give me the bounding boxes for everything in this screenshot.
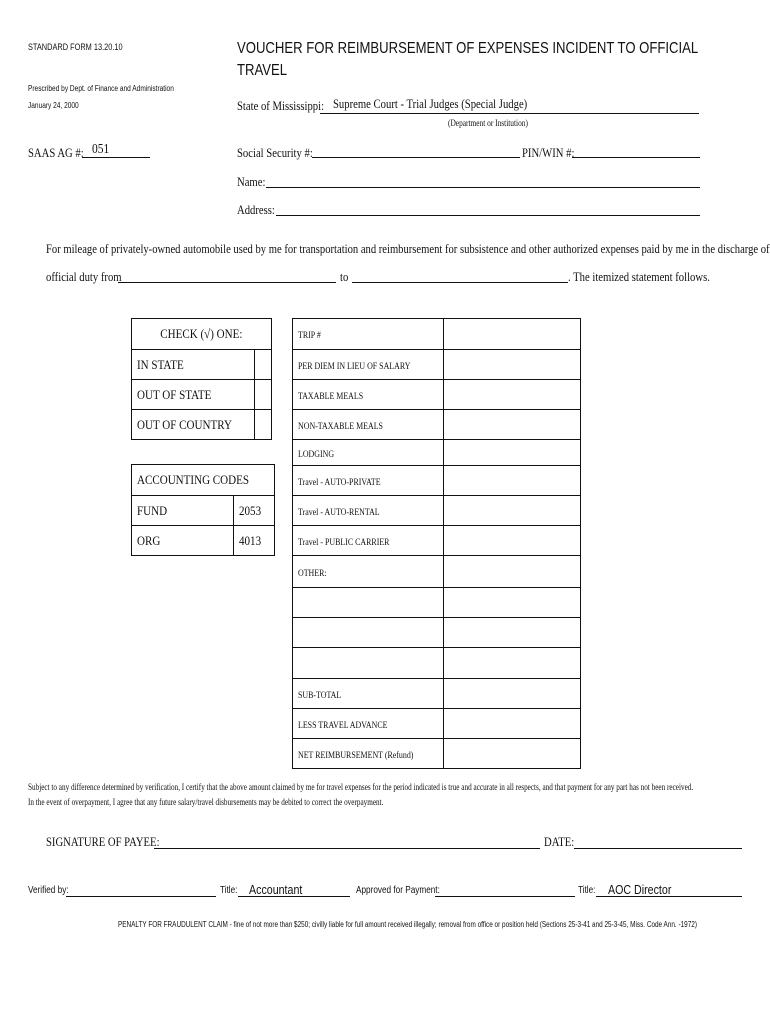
expense-row [293, 556, 581, 588]
approved-label: Approved for Payment: [356, 885, 440, 896]
expense-row-label-cell [293, 350, 444, 380]
expense-row-label: NET REIMBURSEMENT (Refund) [298, 749, 414, 760]
state-label: State of Mississippi: [237, 98, 325, 113]
saas-value[interactable]: 051 [92, 142, 110, 157]
expense-row-label-cell [293, 588, 444, 618]
expense-row [293, 618, 581, 648]
verified-by-label: Verified by: [28, 885, 69, 896]
duty-to-label: to [340, 269, 349, 284]
expense-row-label-cell [293, 526, 444, 556]
duty-from-label: official duty from [46, 269, 122, 284]
in-state-checkbox[interactable] [254, 350, 271, 380]
expense-amount-cell[interactable] [444, 466, 581, 496]
expense-row [293, 380, 581, 410]
expense-row-label: PER DIEM IN LIEU OF SALARY [298, 360, 411, 371]
expense-row [293, 709, 581, 739]
org-value[interactable]: 4013 [238, 532, 261, 548]
expense-amount-cell[interactable] [444, 618, 581, 648]
expense-row-label: NON-TAXABLE MEALS [298, 420, 383, 431]
fund-label: FUND [137, 502, 168, 518]
check-option-label: OUT OF STATE [137, 386, 212, 402]
expense-amount-cell[interactable] [444, 648, 581, 679]
expense-amount-cell[interactable] [444, 410, 581, 440]
approved-title-value[interactable]: AOC Director [608, 882, 672, 897]
verified-title-label: Title: [220, 885, 238, 896]
out-of-country-checkbox[interactable] [254, 410, 271, 440]
expense-row-label: Travel - AUTO-PRIVATE [298, 476, 381, 487]
expense-amount-cell[interactable] [444, 350, 581, 380]
check-option-in-state [132, 350, 272, 380]
expense-row-label-cell [293, 556, 444, 588]
expense-row-label-cell [293, 319, 444, 350]
accounting-row [132, 526, 275, 556]
check-one-header: CHECK (√) ONE: [160, 326, 243, 341]
expense-row-label: Travel - PUBLIC CARRIER [298, 536, 390, 547]
approved-title-label: Title: [578, 885, 596, 896]
expense-row-label: TRIP # [298, 330, 321, 340]
ssn-field[interactable] [312, 157, 520, 158]
form-title-line1: VOUCHER FOR REIMBURSEMENT OF EXPENSES INCIDENT TO OFFICIAL [237, 40, 699, 57]
fund-value[interactable]: 2053 [238, 502, 261, 518]
expense-amount-cell[interactable] [444, 739, 581, 769]
expense-row [293, 496, 581, 526]
saas-label: SAAS AG #: [28, 145, 84, 160]
expense-row-label-cell [293, 380, 444, 410]
expense-row-label: TAXABLE MEALS [298, 390, 364, 401]
expense-amount-cell[interactable] [444, 319, 581, 350]
org-label: ORG [137, 532, 161, 548]
verified-by-field[interactable] [66, 896, 216, 897]
expense-row-label-cell [293, 496, 444, 526]
certification-line1: Subject to any difference determined by verification, I certify that the above amount claimed by me for travel expenses for the period indicated is true and accurate in all respects, and that payment for any part has not been received. [28, 782, 694, 792]
expense-row-label-cell [293, 709, 444, 739]
verified-title-value[interactable]: Accountant [249, 882, 303, 897]
expense-row-label: SUB-TOTAL [298, 689, 342, 700]
dept-caption: (Department or Institution) [448, 118, 528, 128]
expense-row-label-cell [293, 618, 444, 648]
accounting-header: ACCOUNTING CODES [137, 472, 250, 487]
expense-row [293, 679, 581, 709]
expense-amount-cell[interactable] [444, 440, 581, 466]
expense-amount-cell[interactable] [444, 679, 581, 709]
expense-row [293, 526, 581, 556]
statement-line1: For mileage of privately-owned automobile used by me for transportation and reimbursement for subsistence and other authorized expenses paid by me in the discharge of [46, 241, 770, 256]
expense-row-label-cell [293, 739, 444, 769]
check-option-label: IN STATE [137, 356, 184, 372]
state-value[interactable]: Supreme Court - Trial Judges (Special Judge) [333, 96, 528, 111]
expense-row [293, 410, 581, 440]
accounting-codes-table [131, 464, 275, 556]
form-title-line2: TRAVEL [237, 62, 288, 79]
expense-row-label-cell [293, 410, 444, 440]
check-one-table [131, 318, 272, 440]
prescribed-by: Prescribed by Dept. of Finance and Administration [28, 84, 174, 93]
form-number: STANDARD FORM 13.20.10 [28, 42, 123, 52]
expense-row [293, 588, 581, 618]
signature-field[interactable] [154, 848, 540, 849]
date-field[interactable] [574, 848, 742, 849]
expense-row-label-cell [293, 466, 444, 496]
expense-row [293, 739, 581, 769]
name-field[interactable] [266, 187, 700, 188]
expense-row [293, 319, 581, 350]
expense-row-label: LODGING [298, 448, 335, 459]
duty-from-field[interactable] [118, 282, 336, 283]
approved-field[interactable] [435, 896, 575, 897]
certification-line2: In the event of overpayment, I agree that any future salary/travel disbursements may be debited to correct the overpayment. [28, 797, 384, 807]
expense-row-label-cell [293, 648, 444, 679]
check-option-out-of-state [132, 380, 272, 410]
expense-row [293, 466, 581, 496]
address-field[interactable] [276, 215, 700, 216]
form-date: January 24, 2000 [28, 101, 79, 110]
expense-row [293, 440, 581, 466]
duty-to-field[interactable] [352, 282, 568, 283]
accounting-row [132, 496, 275, 526]
expense-row-label-cell [293, 440, 444, 466]
expense-amount-cell[interactable] [444, 380, 581, 410]
expense-amount-cell[interactable] [444, 526, 581, 556]
expense-row-label-cell [293, 679, 444, 709]
expense-row [293, 350, 581, 380]
penalty-notice: PENALTY FOR FRAUDULENT CLAIM - fine of not more than $250; civilly liable for full amount received illegally; removal from office or position held (Sections 25-3-41 and 25-3-45, Miss. Code Ann. -1972) [118, 920, 697, 929]
pin-field[interactable] [572, 157, 700, 158]
expense-row-label: Travel - AUTO-RENTAL [298, 506, 380, 517]
signature-label: SIGNATURE OF PAYEE: [46, 834, 160, 849]
expense-table [292, 318, 581, 769]
statement-follows: . The itemized statement follows. [568, 269, 710, 284]
state-line [320, 113, 699, 114]
ssn-label: Social Security #: [237, 145, 313, 160]
out-of-state-checkbox[interactable] [254, 380, 271, 410]
name-label: Name: [237, 174, 266, 189]
address-label: Address: [237, 202, 275, 217]
expense-amount-cell[interactable] [444, 496, 581, 526]
check-option-out-of-country [132, 410, 272, 440]
pin-label: PIN/WIN #: [522, 145, 575, 160]
expense-row-label: LESS TRAVEL ADVANCE [298, 719, 388, 730]
expense-amount-cell[interactable] [444, 588, 581, 618]
expense-amount-cell[interactable] [444, 709, 581, 739]
check-option-label: OUT OF COUNTRY [137, 416, 232, 432]
expense-row [293, 648, 581, 679]
date-label: DATE: [544, 834, 575, 849]
expense-amount-cell[interactable] [444, 556, 581, 588]
expense-row-label: OTHER: [298, 567, 327, 578]
